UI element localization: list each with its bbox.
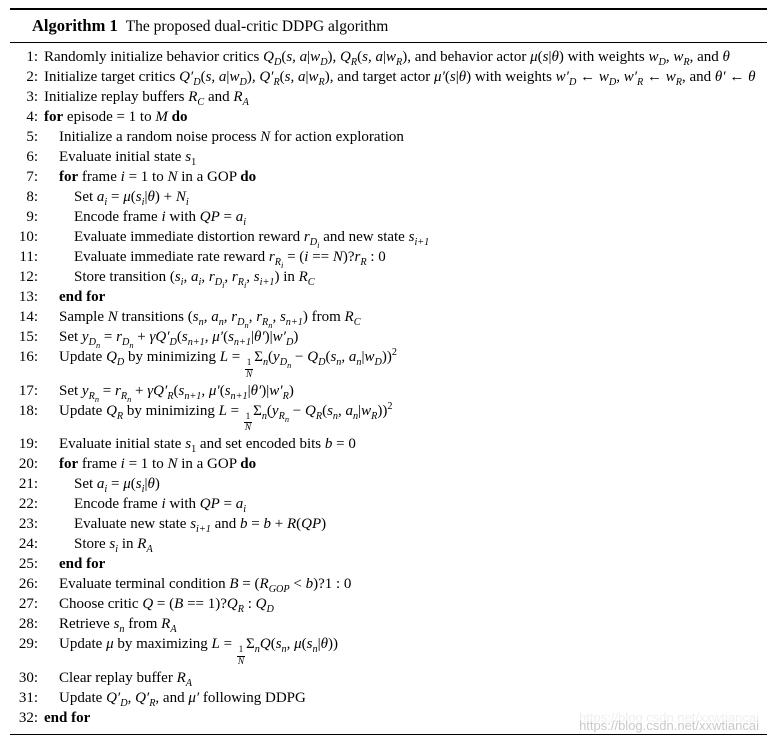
line-number: 14: [18,309,38,325]
algorithm-line [10,307,767,331]
line-number: 13: [18,289,38,305]
line-number: 3: [26,89,38,105]
line-content: for frame i = 1 to N in a GOP do [59,456,257,473]
algorithm-line [10,668,767,688]
algorithm-line [10,474,767,494]
algorithm-line [10,534,767,554]
line-number: 4: [26,109,38,125]
line-number: 32: [18,709,38,726]
line-content: Choose critic $Q = (B == 1)?Q_R$ : $Q_D$ [59,596,274,616]
line-content: Evaluate terminal condition $B = (R_{GOP}$ < b)?1 : 0 [59,576,352,596]
line-number: 8: [26,189,38,205]
line-number: 6: [26,149,38,165]
algorithm-line [10,267,767,291]
algorithm-line [10,327,767,351]
line-content: Initialize target critics $Q'_D(s$, $a|w_D$), $Q'_R(s$, $a|w_R$), and target actor μ′(s|θ) with weights $w'_D$ ← $w_D$, $w'_R$ ← $w_R$, and θ′ ← θ [44,69,756,88]
line-content: for frame i = 1 to N in a GOP do [59,169,257,185]
line-number: 25: [18,556,38,573]
algorithm-line [10,401,767,435]
algorithm-line [10,514,767,534]
line-number: 20: [18,456,38,473]
line-number: 22: [18,496,38,513]
algorithm-line [10,574,767,594]
algorithm-line [10,594,767,614]
line-number: 23: [18,516,38,533]
line-number: 31: [18,689,38,706]
line-number: 19: [18,436,38,453]
algorithm-line [10,47,767,67]
algorithm-line [10,634,767,668]
algorithm-line [10,87,767,107]
line-number: 11: [19,249,38,265]
algorithm-line [10,167,767,187]
line-content: Initialize replay buffers $R_C$ and $R_A$ [44,89,249,108]
algorithm-line [10,614,767,634]
algorithm-line [10,494,767,514]
line-number: 5: [26,129,38,145]
algorithm-line [10,227,767,251]
line-number: 18: [18,402,38,419]
algorithm-line [10,454,767,474]
algorithm-box [10,8,767,735]
algorithm-line [10,287,767,307]
line-content: end for [59,556,106,573]
line-number: 27: [18,596,38,613]
line-content: Evaluate new state $s_{i+1}$ and b = b + R(QP) [74,516,327,536]
line-number: 10: [18,229,38,245]
algorithm-line [10,207,767,227]
line-content: Encode frame i with QP = $a_i$ [74,209,247,228]
line-number: 16: [18,349,38,365]
line-number: 15: [18,329,38,345]
line-number: 12: [18,269,38,285]
line-number: 7: [26,169,38,185]
algorithm-line [10,434,767,454]
line-content: Set $y_{D_n} = r_{D_n} + \gamma Q'_D(s_{n+1}$, $\mu'(s_{n+1}|\theta')|w'_D$) [59,329,299,351]
line-number: 24: [18,536,38,553]
line-content: Update $Q'_D$, $Q'_R$, and μ′ following DDPG [59,689,306,709]
line-content: end for [59,289,106,305]
line-content: Update μ by maximizing L = $\frac{1}{N}$ $\Sigma_nQ(s_n$, $\mu(s_n|\theta)$) [59,636,338,667]
line-number: 2: [26,69,38,85]
algorithm-line [10,67,767,87]
algorithm-body [10,43,767,735]
algorithm-line [10,127,767,147]
line-content: Store $s_i$ in $R_A$ [74,536,153,556]
line-number: 9: [26,209,38,225]
line-content: Store transition ($s_i$, $a_i$, $r_{D_i}$, $r_{R_i}$, $s_{i+1}$) in $R_C$ [74,269,315,291]
line-number: 30: [18,669,38,686]
line-number: 28: [18,616,38,633]
line-content: Clear replay buffer $R_A$ [59,669,192,689]
watermark-url: https://blog.csdn.net/xxwtiancai [579,718,759,733]
algorithm-line [10,147,767,167]
line-content: Evaluate immediate rate reward $r_{R_i} = (i$ == $N)?r_R$ : 0 [74,249,386,271]
line-content: Randomly initialize behavior critics $Q_D(s$, $a|w_D$), $Q_R(s$, $a|w_R$), and behavior actor μ(s|θ) with weights $w_D$, $w_R$, and θ [44,49,730,68]
algorithm-number-label: Algorithm 1 [32,16,118,35]
line-content: Update $Q_R$ by minimizing L = $\frac{1}{N}$ $\Sigma_n(y_{R_n} - Q_R(s_n$, $a_n|w_R))^2$ [59,400,393,434]
line-content: Set $a_i = \mu(s_i|\theta) + N_i$ [74,189,189,208]
algorithm-line [10,688,767,708]
algorithm-line [10,187,767,207]
algorithm-line [10,247,767,271]
algorithm-line [10,554,767,574]
line-content: Update $Q_D$ by minimizing L = $\frac{1}{N}$ $\Sigma_n(y_{D_n} - Q_D(s_n$, $a_n|w_D))^2$ [59,347,397,380]
line-content: Set $y_{R_n} = r_{R_n} + \gamma Q'_R(s_{n+1}$, $\mu'(s_{n+1}|\theta')|w'_R$) [59,382,294,404]
algorithm-title: The proposed dual-critic DDPG algorithm [125,18,389,35]
line-content: end for [44,709,91,726]
line-content: Initialize a random noise process N for action exploration [59,129,404,145]
line-content: Evaluate initial state $s_1$ and set encoded bits b = 0 [59,436,356,456]
algorithm-header [10,10,767,43]
line-number: 1: [26,49,38,65]
line-number: 17: [18,382,38,399]
line-content: Retrieve $s_n$ from $R_A$ [59,616,177,636]
line-content: Evaluate immediate distortion reward $r_{D_i}$ and new state $s_{i+1}$ [74,229,430,251]
line-content: for episode = 1 to M do [44,109,188,125]
line-number: 21: [18,476,38,493]
line-number: 29: [18,636,38,653]
line-content: Encode frame i with QP = $a_i$ [74,496,247,516]
line-content: Evaluate initial state $s_1$ [59,149,197,168]
line-number: 26: [18,576,38,593]
algorithm-line [10,107,767,127]
algorithm-line [10,381,767,404]
algorithm-line [10,347,767,381]
line-content: Sample N transitions ($s_n$, $a_n$, $r_{D_n}$, $r_{R_n}$, $s_{n+1}$) from $R_C$ [59,309,361,331]
line-content: Set $a_i = \mu(s_i|\theta)$ [74,476,160,496]
